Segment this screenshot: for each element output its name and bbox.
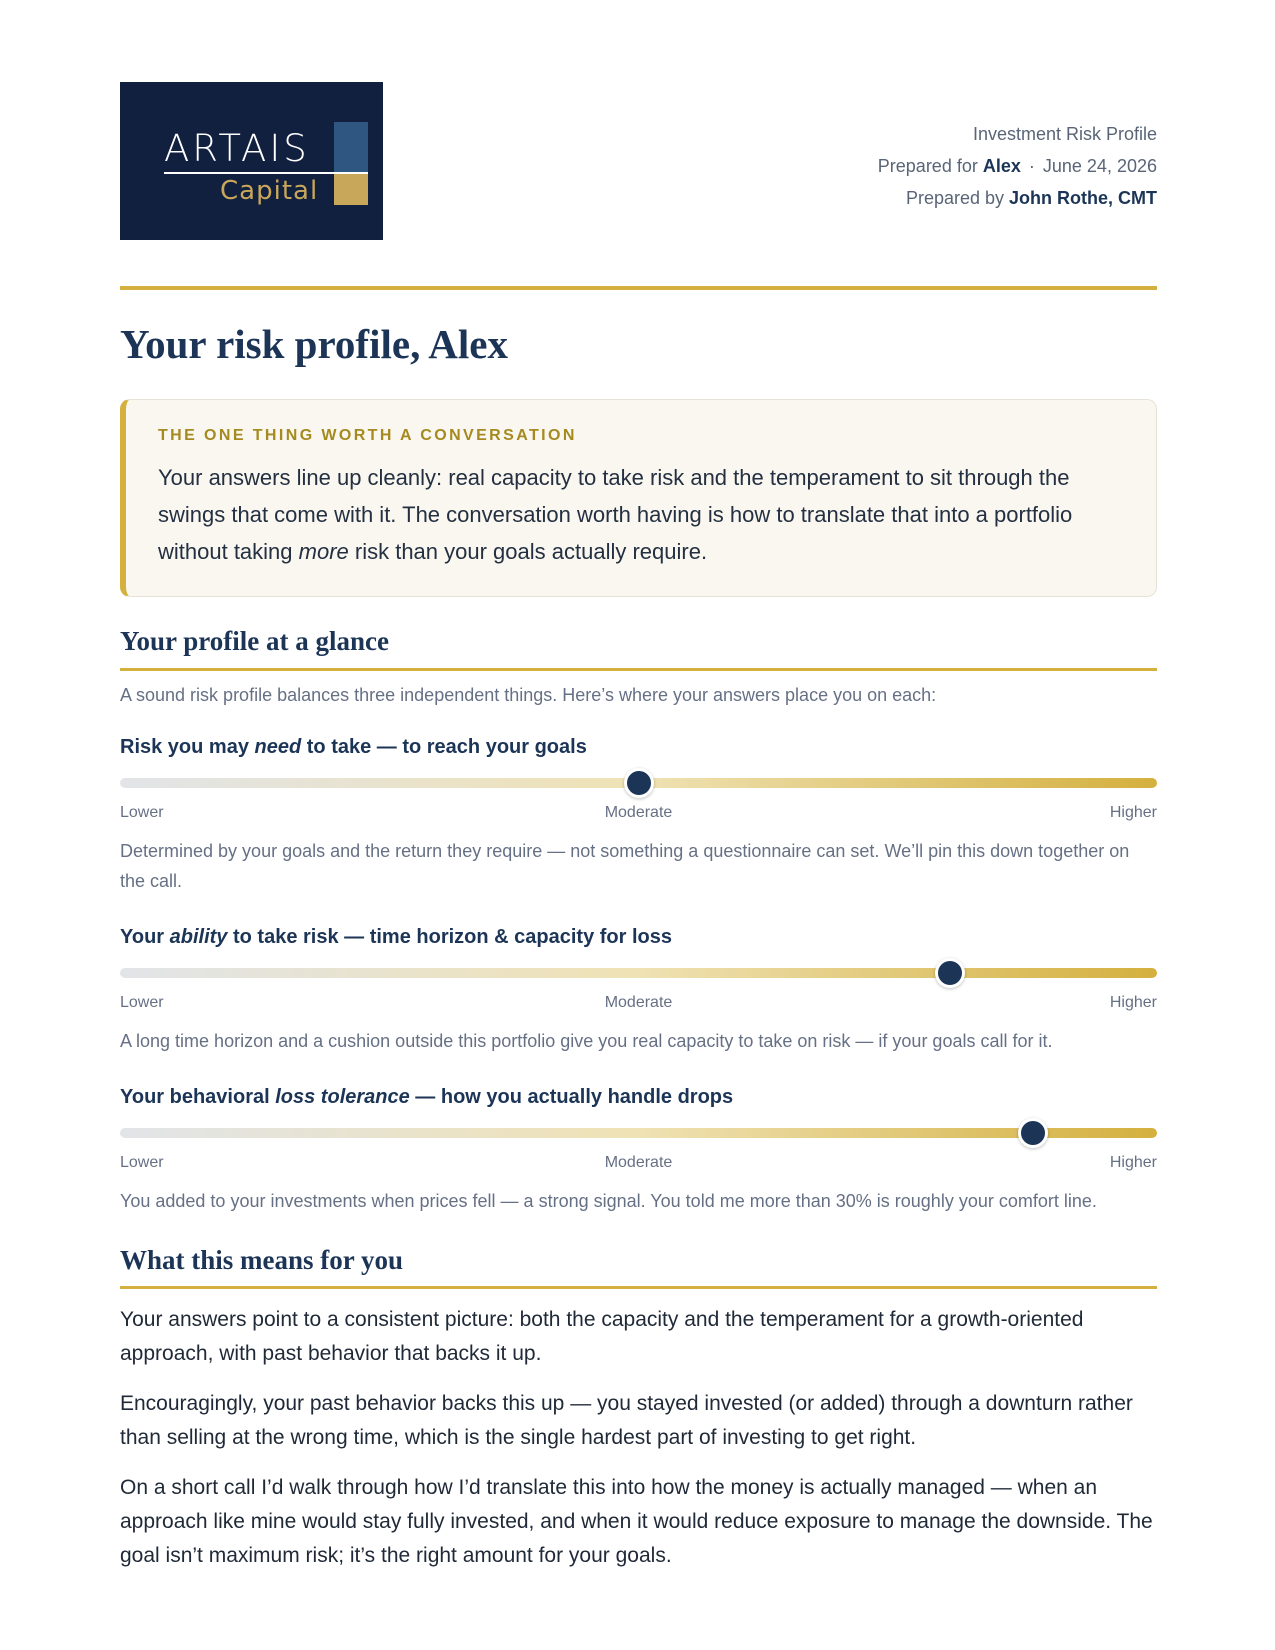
- artais-capital-logo: [120, 82, 383, 240]
- dimension-title-emphasis: need: [254, 735, 302, 758]
- header-divider: [120, 286, 1157, 290]
- meta-separator: ·: [1028, 156, 1035, 176]
- risk-scale-track: [120, 1121, 1157, 1145]
- glance-lead: A sound risk profile balances three independent things. Here’s where your answers place you on each:: [120, 684, 937, 705]
- scale-label-lower: Lower: [120, 803, 164, 821]
- scale-label-moderate: Moderate: [604, 1153, 673, 1171]
- prepared-by-label: Prepared by: [905, 188, 1004, 208]
- dimension-note: A long time horizon and a cushion outside this portfolio give you real capacity to take on risk — if your goals call for it.: [120, 1030, 1053, 1051]
- risk-scale-track: [120, 771, 1157, 795]
- key-callout: [120, 399, 1157, 597]
- risk-dimension-need: [120, 736, 1157, 896]
- prepared-by-line: [878, 182, 1157, 214]
- body-paragraph: Encouragingly, your past behavior backs this up — you stayed invested (or added) through a downturn rather than selling at the wrong time, which is the single hardest part of investing to get right.: [120, 1391, 1133, 1449]
- dimension-title-part: — how you actually handle drops: [409, 1085, 734, 1108]
- scale-labels: [120, 994, 1157, 1016]
- doc-title: Investment Risk Profile: [972, 124, 1157, 144]
- dimension-title-emphasis: loss tolerance: [275, 1085, 410, 1108]
- dimension-title-part: Your: [120, 925, 170, 948]
- dimension-note: You added to your investments when prices fell — a strong signal. You told me more than 30% is roughly your comfort line.: [120, 1190, 1097, 1211]
- scale-gradient-bar: [120, 1128, 1157, 1138]
- dimension-title-part: to take risk — time horizon & capacity for loss: [227, 925, 672, 948]
- document-meta: [878, 118, 1157, 214]
- prepared-for-label: Prepared for: [877, 156, 978, 176]
- document-body: [120, 82, 1157, 1573]
- dimension-title: [120, 1086, 1157, 1109]
- client-name: Alex: [982, 156, 1021, 176]
- scale-label-higher: Higher: [1109, 803, 1157, 821]
- callout-label: THE ONE THING WORTH A CONVERSATION: [158, 427, 577, 445]
- scale-label-lower: Lower: [120, 993, 164, 1011]
- risk-scale-track: [120, 961, 1157, 985]
- risk-dimension-ability: [120, 926, 1157, 1056]
- dimension-title-emphasis: ability: [169, 925, 228, 948]
- dimension-note: Determined by your goals and the return they require — not something a questionnaire can set. We’ll pin this down together on the call.: [120, 840, 1130, 891]
- scale-labels: [120, 804, 1157, 826]
- scale-marker: [1018, 1118, 1048, 1148]
- dimension-title: [120, 926, 1157, 949]
- body-paragraph: On a short call I’d walk through how I’d translate this into how the money is actually managed — when an approach like mine would stay fully invested, and when it would reduce exposure to manage the downside. The goal isn’t maximum risk; it’s the right amount for your goals.: [120, 1475, 1153, 1567]
- dimension-title-part: Risk you may: [120, 735, 255, 758]
- risk-dimensions: [120, 736, 1157, 1216]
- section-heading-what-this-means: What this means for you: [120, 1244, 1157, 1289]
- scale-label-higher: Higher: [1109, 993, 1157, 1011]
- advisor-name: John Rothe, CMT: [1009, 188, 1157, 208]
- dimension-title-part: to take — to reach your goals: [301, 735, 587, 758]
- page-title: Your risk profile, Alex: [120, 321, 508, 367]
- scale-label-higher: Higher: [1109, 1153, 1157, 1171]
- dimension-title: [120, 736, 1157, 759]
- scale-label-moderate: Moderate: [604, 993, 673, 1011]
- logo-blue-block: [334, 122, 368, 172]
- section-heading-glance: Your profile at a glance: [120, 625, 1157, 670]
- logo-subtitle: Capital: [220, 176, 319, 206]
- callout-text: [158, 459, 1120, 570]
- logo-gold-block: [334, 174, 368, 205]
- dimension-title-part: Your behavioral: [120, 1085, 276, 1108]
- callout-text-part: Your answers line up cleanly: real capacity to take risk and the temperament to sit through the swings that come with it. The conversation worth having is how to translate that into a portfolio without taking: [158, 465, 1073, 565]
- scale-marker: [935, 958, 965, 988]
- scale-gradient-bar: [120, 968, 1157, 978]
- callout-text-part: risk than your goals actually require.: [348, 539, 708, 565]
- logo-wordmark: ARTAIS: [164, 127, 310, 170]
- scale-label-lower: Lower: [120, 1153, 164, 1171]
- report-date: June 24, 2026: [1042, 156, 1157, 176]
- scale-label-moderate: Moderate: [604, 803, 673, 821]
- prepared-for-line: [878, 150, 1157, 182]
- scale-marker: [624, 768, 654, 798]
- body-paragraph: Your answers point to a consistent picture: both the capacity and the temperament for a growth-oriented approach, with past behavior that backs it up.: [120, 1307, 1084, 1365]
- scale-labels: [120, 1154, 1157, 1176]
- header: [120, 82, 1157, 240]
- callout-emphasis: more: [298, 539, 349, 565]
- risk-dimension-loss-tolerance: [120, 1086, 1157, 1216]
